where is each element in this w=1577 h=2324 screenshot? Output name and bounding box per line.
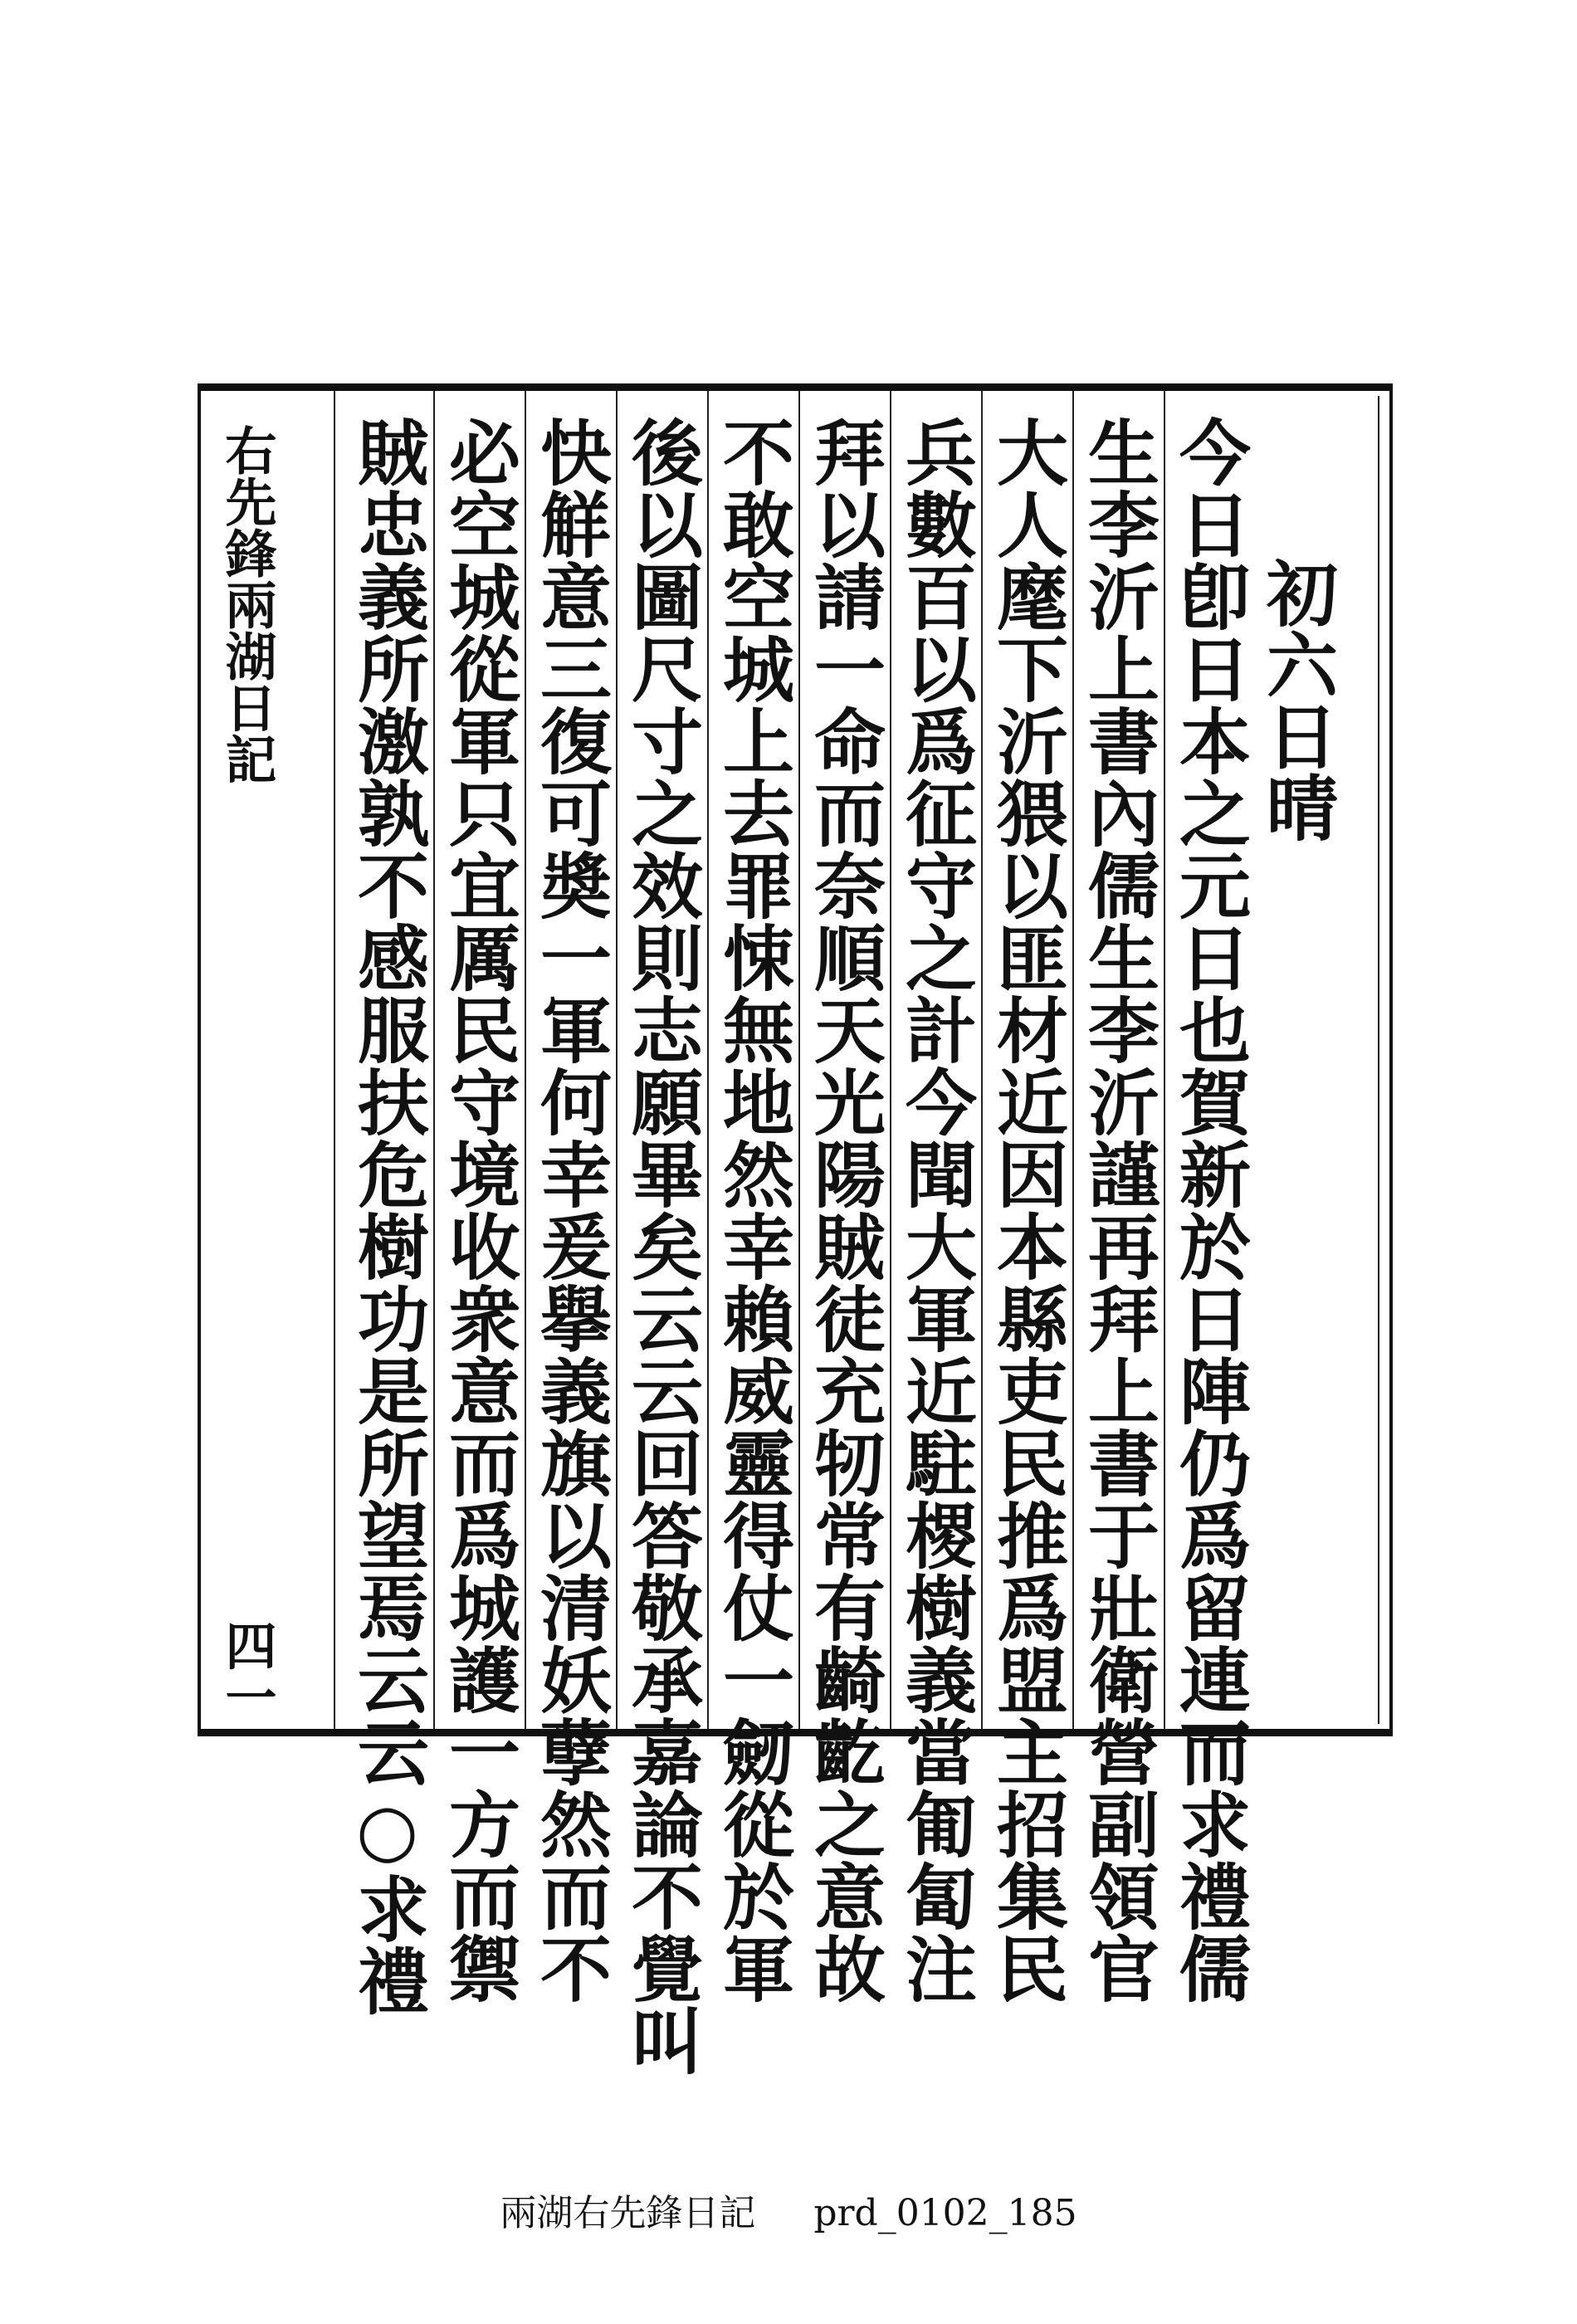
text-column-8: 快觧意三復可奬一軍何幸爰擧義旗以清妖孽然而不	[528, 416, 612, 2004]
text-column-2: 生李沂上書內儒生李沂謹再拜上書于壯衛營副領官	[1076, 416, 1160, 2004]
text-column-4: 兵數百以爲征守之計今聞大軍近駐㮨樹義當匍匐注	[893, 416, 977, 2004]
column-rule	[433, 391, 435, 1729]
margin-page-number: 四一	[217, 1619, 277, 1722]
column-rule	[798, 391, 800, 1729]
margin-book-text: 兩湖日記	[217, 579, 277, 784]
column-rule	[616, 391, 618, 1729]
page-caption	[0, 2183, 1577, 2236]
margin-title	[209, 424, 284, 784]
text-column-1: 今日卽日本之元日也賀新於日陣仍爲留連而求禮儒	[1167, 416, 1251, 2004]
text-column-5: 拜以請一命而奈順天光陽賊徒充牣常有齮齕之意故	[802, 416, 886, 2004]
column-rule	[981, 391, 983, 1729]
text-column-6: 不敢空城上去罪悚無地然幸賴威靈得仗一劒從於軍	[710, 416, 794, 2004]
column-rule	[1072, 391, 1074, 1729]
caption-id: prd_0102_185	[813, 2192, 1077, 2234]
column-rule	[890, 391, 891, 1729]
text-column-3: 大人麾下沂猥以匪材近因本縣吏民推爲盟主招集民	[984, 416, 1068, 2004]
printed-page-frame	[198, 383, 1393, 2077]
column-rule	[334, 391, 335, 1729]
date-heading: 初六日晴	[1254, 557, 1338, 842]
text-column-9: 必空城從軍只宜厲民守境收衆意而爲城護一方而禦	[437, 416, 520, 2004]
column-rule	[707, 391, 709, 1729]
column-rule	[1164, 391, 1165, 1729]
margin-title-text: 右先鋒	[217, 424, 277, 579]
text-column-7: 後以圖尺寸之效則志願畢矣云云回答敬承嘉論不覺叫	[619, 416, 703, 2077]
column-rule	[525, 391, 526, 1729]
caption-title: 兩湖右先鋒日記	[500, 2192, 756, 2234]
text-column-10: 賊忠義所激孰不感服扶危樹功是所望焉云云○求禮	[345, 416, 429, 2017]
